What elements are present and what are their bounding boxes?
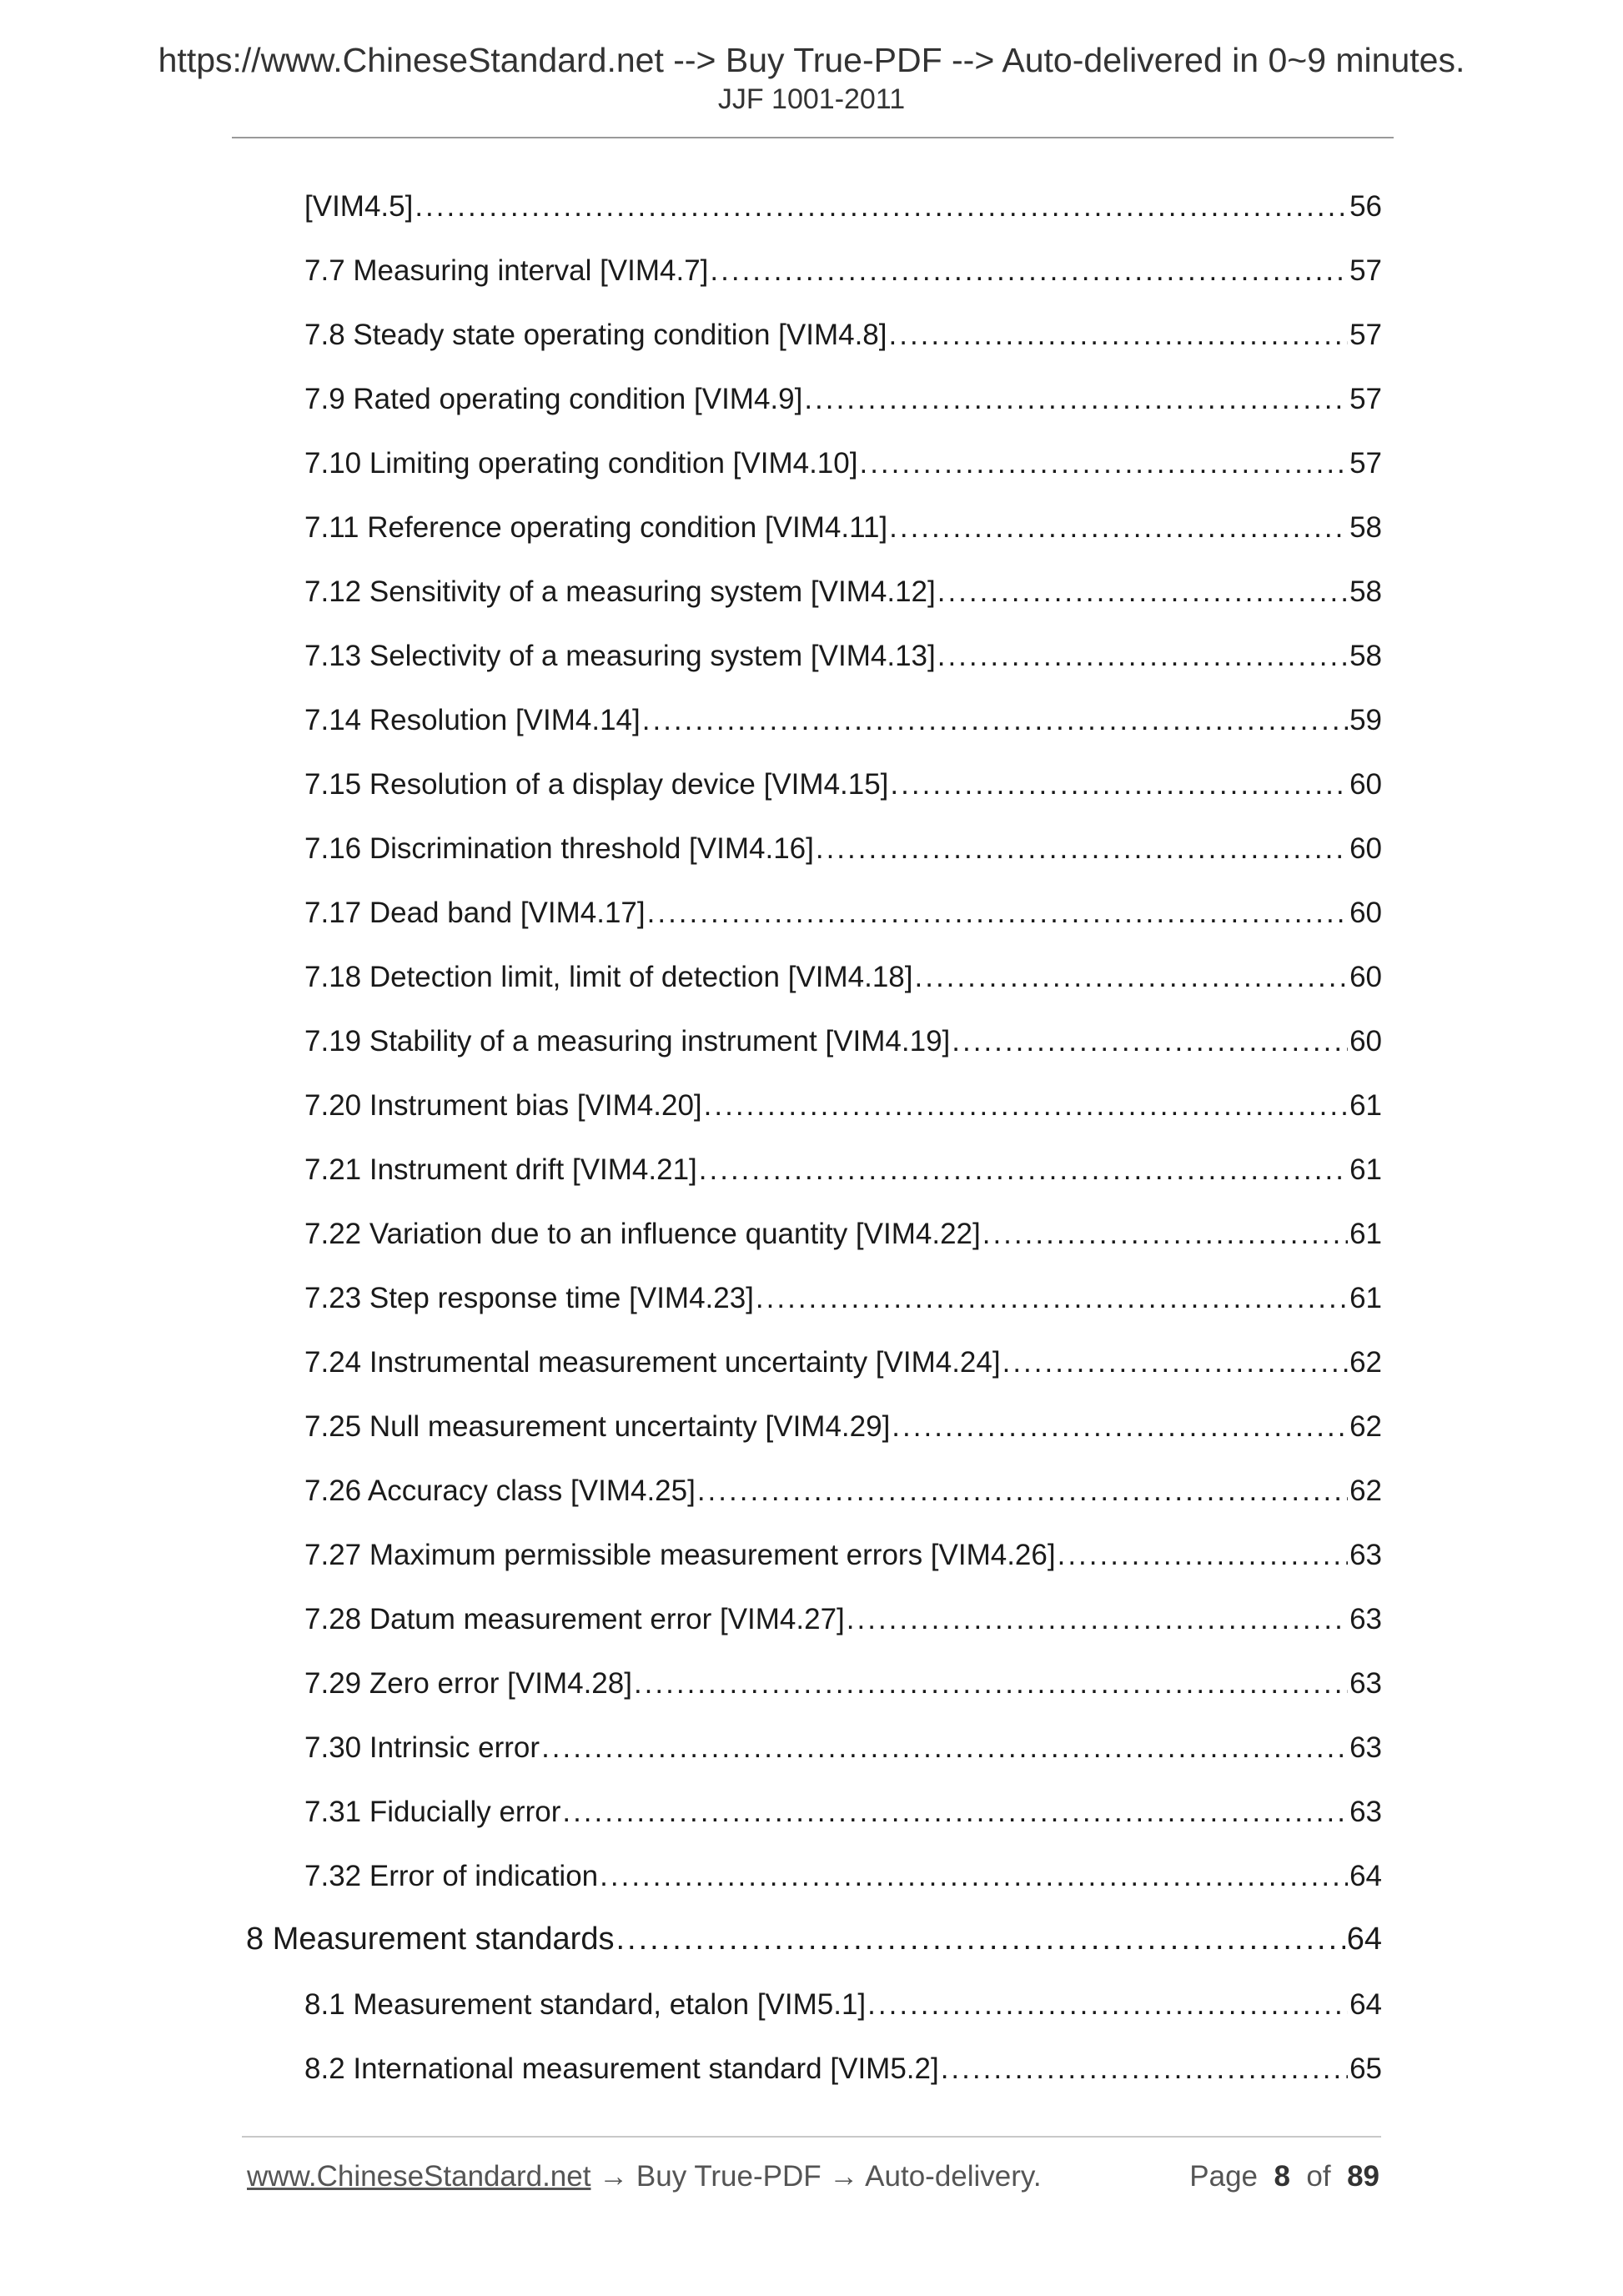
dot-leader bbox=[541, 1726, 1348, 1770]
toc-entry-title: 7.13 Selectivity of a measuring system [VIM4.13] bbox=[304, 640, 936, 672]
of-label: of bbox=[1306, 2160, 1331, 2193]
toc-entry-page: 62 bbox=[1349, 1410, 1382, 1443]
toc-entry-title: 7.10 Limiting operating condition [VIM4.10] bbox=[304, 447, 858, 480]
dot-leader bbox=[642, 699, 1348, 742]
toc-entry-page: 57 bbox=[1349, 383, 1382, 415]
toc-entry-page: 60 bbox=[1349, 961, 1382, 993]
toc-entry[interactable] bbox=[304, 1277, 1382, 1320]
toc-entry-page: 60 bbox=[1349, 832, 1382, 865]
toc-entry-page: 63 bbox=[1349, 1667, 1382, 1700]
toc-entry[interactable] bbox=[304, 1855, 1382, 1898]
dot-leader bbox=[915, 956, 1349, 999]
toc-entry[interactable] bbox=[304, 1341, 1382, 1384]
toc-entry-title: 7.14 Resolution [VIM4.14] bbox=[304, 704, 641, 736]
toc-entry-title: 7.31 Fiducially error bbox=[304, 1796, 561, 1828]
dot-leader bbox=[756, 1277, 1348, 1320]
dot-leader bbox=[1058, 1534, 1348, 1577]
toc-entry-title: 7.22 Variation due to an influence quantity [VIM4.22] bbox=[304, 1218, 981, 1250]
dot-leader bbox=[982, 1213, 1348, 1256]
dot-leader bbox=[634, 1662, 1348, 1706]
toc-entry[interactable] bbox=[304, 2047, 1382, 2091]
toc-entry-page: 56 bbox=[1349, 190, 1382, 223]
toc-entry-title: 7.15 Resolution of a display device [VIM4.15] bbox=[304, 768, 889, 801]
dot-leader bbox=[889, 506, 1348, 550]
toc-entry-title: 7.8 Steady state operating condition [VIM4.8] bbox=[304, 319, 887, 351]
dot-leader bbox=[616, 1917, 1344, 1961]
page-footer bbox=[247, 2158, 1379, 2195]
dot-leader bbox=[647, 892, 1348, 935]
toc-entry-page: 59 bbox=[1349, 704, 1382, 736]
toc-entry-title: 7.25 Null measurement uncertainty [VIM4.29] bbox=[304, 1410, 891, 1443]
toc-entry[interactable] bbox=[304, 570, 1382, 614]
dot-leader bbox=[941, 2047, 1348, 2091]
toc-entry[interactable] bbox=[304, 1084, 1382, 1128]
toc-entry-page: 64 bbox=[1349, 1860, 1382, 1892]
footer-tagline: → Buy True-PDF → Auto-delivery. bbox=[590, 2160, 1042, 2193]
dot-leader bbox=[704, 1084, 1348, 1128]
toc-entry[interactable] bbox=[304, 635, 1382, 678]
dot-leader bbox=[816, 827, 1348, 871]
toc-entry-page: 57 bbox=[1349, 254, 1382, 287]
toc-entry-page: 60 bbox=[1349, 1025, 1382, 1058]
toc-entry-title: 7.11 Reference operating condition [VIM4.11] bbox=[304, 511, 888, 544]
toc-entry[interactable] bbox=[304, 699, 1382, 742]
dot-leader bbox=[1002, 1341, 1348, 1384]
dot-leader bbox=[697, 1470, 1348, 1513]
toc-entry-title: 7.9 Rated operating condition [VIM4.9] bbox=[304, 383, 803, 415]
toc-entry-page: 64 bbox=[1346, 1922, 1382, 1957]
toc-entry-title: 7.26 Accuracy class [VIM4.25] bbox=[304, 1475, 696, 1507]
toc-entry-page: 63 bbox=[1349, 1796, 1382, 1828]
toc-entry-title: 7.7 Measuring interval [VIM4.7] bbox=[304, 254, 709, 287]
toc-entry[interactable] bbox=[304, 249, 1382, 293]
toc-entry-page: 62 bbox=[1349, 1475, 1382, 1507]
toc-entry-title: 7.27 Maximum permissible measurement errors [VIM4.26] bbox=[304, 1539, 1056, 1571]
toc-entry[interactable] bbox=[304, 506, 1382, 550]
dot-leader bbox=[937, 635, 1348, 678]
toc-entry-page: 63 bbox=[1349, 1539, 1382, 1571]
footer-divider bbox=[242, 2136, 1381, 2138]
toc-entry-title: 7.23 Step response time [VIM4.23] bbox=[304, 1282, 754, 1314]
toc-entry[interactable] bbox=[304, 185, 1382, 229]
toc-entry-page: 61 bbox=[1349, 1218, 1382, 1250]
toc-entry-title: 7.16 Discrimination threshold [VIM4.16] bbox=[304, 832, 814, 865]
toc-entry-page: 60 bbox=[1349, 897, 1382, 929]
footer-left bbox=[247, 2158, 1042, 2195]
toc-entry-title: 7.28 Datum measurement error [VIM4.27] bbox=[304, 1603, 845, 1635]
toc-entry-page: 57 bbox=[1349, 319, 1382, 351]
dot-leader bbox=[847, 1598, 1348, 1641]
toc-entry[interactable] bbox=[304, 1983, 1382, 2027]
toc-entry-title: 7.29 Zero error [VIM4.28] bbox=[304, 1667, 632, 1700]
dot-leader bbox=[600, 1855, 1348, 1898]
toc-entry[interactable] bbox=[304, 827, 1382, 871]
dot-leader bbox=[804, 378, 1348, 421]
dot-leader bbox=[859, 442, 1348, 485]
toc-entry-page: 61 bbox=[1349, 1089, 1382, 1122]
dot-leader bbox=[952, 1020, 1348, 1063]
toc-entry-page: 58 bbox=[1349, 640, 1382, 672]
dot-leader bbox=[710, 249, 1348, 293]
document-code: JJF 1001-2011 bbox=[717, 83, 906, 115]
toc-entry[interactable] bbox=[304, 1470, 1382, 1513]
page-indicator bbox=[1189, 2158, 1379, 2195]
dot-leader bbox=[889, 314, 1349, 357]
toc-entry-title: 8.2 International measurement standard [VIM5.2] bbox=[304, 2052, 939, 2085]
dot-leader bbox=[699, 1148, 1348, 1192]
toc-entry-title: 7.18 Detection limit, limit of detection [VIM4.18] bbox=[304, 961, 913, 993]
toc-entry-title: 7.24 Instrumental measurement uncertainty [VIM4.24] bbox=[304, 1346, 1001, 1379]
toc-entry-title: [VIM4.5] bbox=[304, 190, 414, 223]
dot-leader bbox=[562, 1791, 1348, 1834]
site-link[interactable]: www.ChineseStandard.net bbox=[247, 2160, 591, 2193]
dot-leader bbox=[892, 1405, 1348, 1449]
toc-entry-title: 7.12 Sensitivity of a measuring system [VIM4.12] bbox=[304, 575, 936, 608]
toc-entry-title: 7.21 Instrument drift [VIM4.21] bbox=[304, 1153, 697, 1186]
toc-entry-title: 7.30 Intrinsic error bbox=[304, 1731, 540, 1764]
toc-entry[interactable] bbox=[304, 442, 1382, 485]
dot-leader bbox=[867, 1983, 1348, 2027]
toc-entry[interactable] bbox=[304, 378, 1382, 421]
toc-entry-title: 7.17 Dead band [VIM4.17] bbox=[304, 897, 646, 929]
toc-entry-page: 58 bbox=[1349, 511, 1382, 544]
toc-entry[interactable] bbox=[304, 1791, 1382, 1834]
toc-entry-page: 58 bbox=[1349, 575, 1382, 608]
toc-entry[interactable] bbox=[304, 1598, 1382, 1641]
dot-leader bbox=[937, 570, 1348, 614]
total-pages-number: 89 bbox=[1347, 2160, 1379, 2193]
toc-entry-title: 8 Measurement standards bbox=[246, 1922, 615, 1957]
toc-entry[interactable] bbox=[304, 1148, 1382, 1192]
toc-entry[interactable] bbox=[304, 1662, 1382, 1706]
header-divider bbox=[232, 137, 1394, 138]
toc-entry[interactable] bbox=[304, 1726, 1382, 1770]
top-banner: https://www.ChineseStandard.net --> Buy True-PDF --> Auto-delivered in 0~9 minutes. bbox=[158, 41, 1465, 79]
dot-leader bbox=[890, 763, 1348, 806]
current-page-number: 8 bbox=[1274, 2160, 1290, 2193]
toc-entry-page: 65 bbox=[1349, 2052, 1382, 2085]
toc-entry-title: 8.1 Measurement standard, etalon [VIM5.1] bbox=[304, 1988, 867, 2021]
toc-entry-title: 7.19 Stability of a measuring instrument [VIM4.19] bbox=[304, 1025, 951, 1058]
toc-entry-title: 7.20 Instrument bias [VIM4.20] bbox=[304, 1089, 702, 1122]
toc-entry[interactable] bbox=[304, 1405, 1382, 1449]
toc-entry-page: 61 bbox=[1349, 1153, 1382, 1186]
toc-entry-page: 57 bbox=[1349, 447, 1382, 480]
toc-entry[interactable] bbox=[304, 763, 1382, 806]
toc-entry-page: 62 bbox=[1349, 1346, 1382, 1379]
toc-entry-title: 7.32 Error of indication bbox=[304, 1860, 599, 1892]
dot-leader bbox=[415, 185, 1348, 229]
toc-entry[interactable] bbox=[304, 892, 1382, 935]
toc-entry[interactable] bbox=[304, 1020, 1382, 1063]
toc-entry[interactable] bbox=[304, 1213, 1382, 1256]
toc-section-entry[interactable] bbox=[246, 1917, 1382, 1961]
toc-entry-page: 63 bbox=[1349, 1731, 1382, 1764]
page-label: Page bbox=[1189, 2160, 1259, 2193]
toc-entry-page: 60 bbox=[1349, 768, 1382, 801]
toc-entry[interactable] bbox=[304, 314, 1382, 357]
toc-entry-page: 63 bbox=[1349, 1603, 1382, 1635]
toc-entry[interactable] bbox=[304, 1534, 1382, 1577]
toc-entry-page: 64 bbox=[1349, 1988, 1382, 2021]
toc-entry-page: 61 bbox=[1349, 1282, 1382, 1314]
toc-entry[interactable] bbox=[304, 956, 1382, 999]
